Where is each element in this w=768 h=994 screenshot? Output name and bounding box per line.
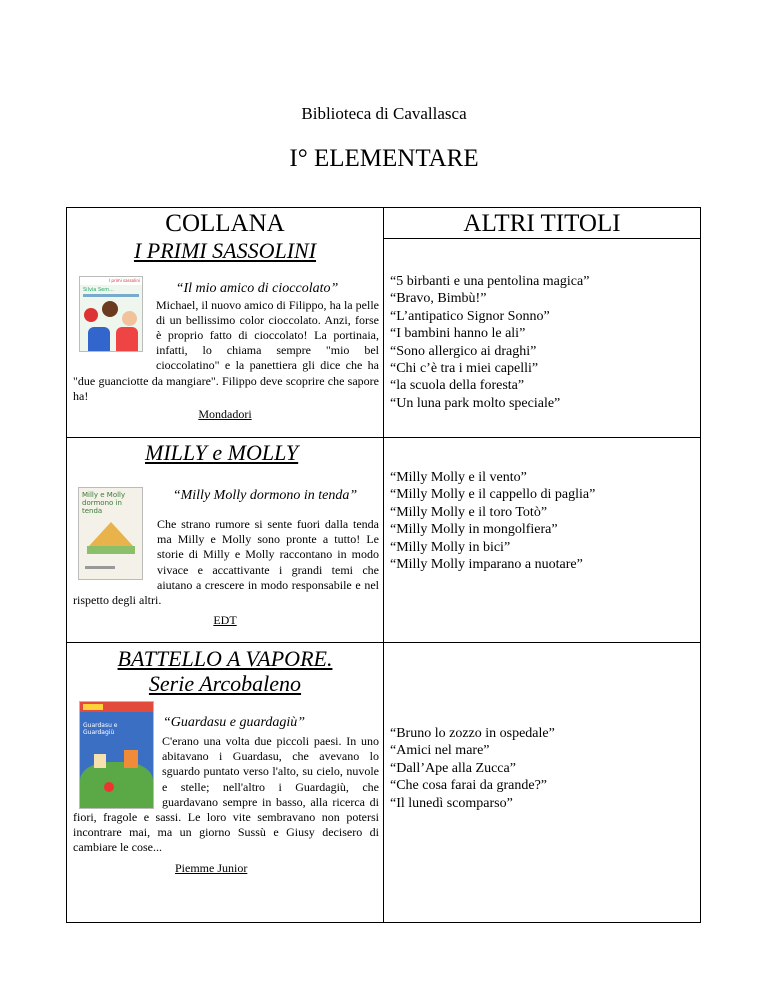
column-header-collana: COLLANA [165,210,285,237]
book-title: “Milly Molly dormono in tenda” [172,488,358,503]
list-item: “la scuola della foresta” [390,378,525,394]
series-name: MILLY e MOLLY [145,440,299,465]
list-item: “L’antipatico Signor Sonno” [390,308,550,324]
table-row [67,438,701,643]
book-description: Michael, il nuovo amico di Filippo, ha la pelle di un bellissimo color cioccolato. Anzi, forse è proprio fatto di cioccolato! La portinaia, infatti, lo chiama sempre "mio bel cioccolatino" e la panettiera gli dice che ha "due guanciotte da mangiare". Filippo deve scoprire che sapore ha! [73,297,379,403]
list-item: “Sono allergico ai draghi” [390,343,537,359]
list-item: “Bravo, Bimbù!” [390,291,487,307]
grade-title: I° ELEMENTARE [289,145,479,172]
list-item: “Milly Molly in bici” [390,539,511,555]
table-row [67,239,701,438]
book-description: Che strano rumore si sente fuori dalla tenda ma Milly e Molly sono pronte a tutto! Le storie di Milly e Molly raccontano in modo vivace e accattivante i grandi temi che aiutano a crescere in modo responsabile e nel rispetto degli altri. [73,517,379,608]
book-title: “Guardasu e guardagiù” [163,715,306,730]
cover-title-text: Milly e Molly dormono in tenda [82,491,126,515]
list-item: “I bambini hanno le ali” [390,326,526,342]
cover-author-text: Silvia Sem... [83,286,114,293]
list-item: “Milly Molly imparano a nuotare” [390,557,583,573]
series-name: I PRIMI SASSOLINI [133,237,317,263]
list-item: “Milly Molly e il cappello di paglia” [390,487,596,503]
list-item: “Milly Molly in mongolfiera” [390,522,558,538]
other-titles-list [384,273,700,412]
cover-title-text: Guardasu e Guardagiù [83,722,118,736]
series-subtitle: Serie Arcobaleno [148,671,302,696]
list-item: “Amici nel mare” [390,743,490,759]
list-item: “Bruno lo zozzo in ospedale” [390,726,555,741]
book-description: C'erano una volta due piccoli paesi. In uno abitavano i Guardasu, che avevano lo sguardo puntato verso l'alto, su cielo, nuvole e stelle; nell'altro i Guardagiù, che guardavano sempre in basso, alla ricerca di fiori, fragole e sassi. Le loro vite sembravano non potersi incontrare mai, ma un giorno Sussù e Giusy decisero di cambiare le cose... [73,734,379,855]
column-header-altri-titoli: ALTRI TITOLI [463,210,621,237]
list-item: “Un luna park molto speciale” [390,395,561,411]
list-item: “Milly Molly e il vento” [390,470,527,485]
book-title: “Il mio amico di cioccolato” [175,280,339,296]
library-name: Biblioteca di Cavallasca [301,104,467,123]
list-item: “5 birbanti e una pentolina magica” [390,274,590,289]
list-item: “Milly Molly e il toro Totò” [390,504,548,520]
publisher-link[interactable]: Mondadori [198,406,252,421]
list-item: “Chi c’è tra i miei capelli” [390,361,539,377]
cover-brand-text: I primi sassolini [108,277,140,283]
table-row [67,643,701,923]
list-item: “Che cosa farai da grande?” [390,778,548,794]
publisher-link[interactable]: EDT [213,613,237,627]
other-titles-list [384,469,700,573]
books-table [66,207,701,923]
other-titles-list [384,725,700,812]
publisher-link[interactable]: Piemme Junior [175,861,248,875]
list-item: “Dall’Ape alla Zucca” [390,760,516,776]
list-item: “Il lunedì scomparso” [390,795,513,811]
series-name: BATTELLO A VAPORE. [117,646,333,671]
